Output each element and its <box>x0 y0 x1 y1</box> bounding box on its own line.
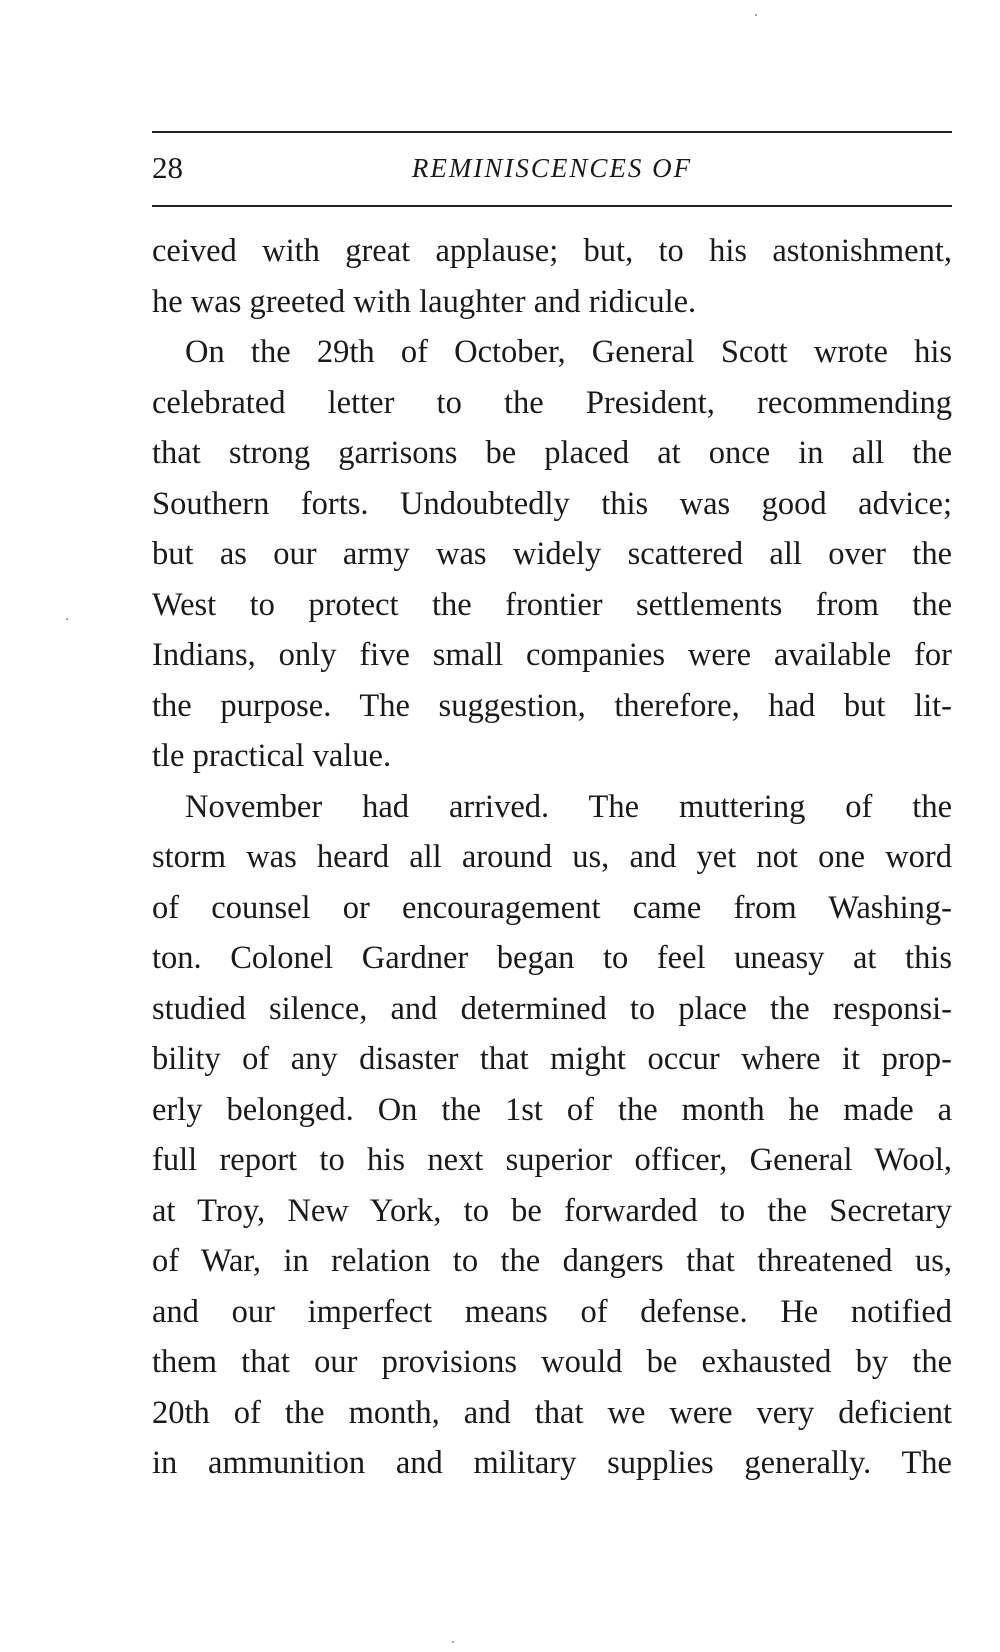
text-line: November had arrived. The muttering of the <box>185 788 952 825</box>
text-line: but as our army was widely scattered all over the <box>152 536 952 572</box>
paper-speck <box>66 618 68 620</box>
text-line: he was greeted with laughter and ridicule. <box>152 283 697 320</box>
text-line: and our imperfect means of defense. He notified <box>152 1293 952 1330</box>
text-line: ceived with great applause; but, to his astonishment, <box>152 233 952 269</box>
paper-speck <box>452 1641 454 1643</box>
text-line: full report to his next superior officer, General Wool, <box>152 1142 952 1178</box>
header-top-rule <box>152 131 952 133</box>
text-line: erly belonged. On the 1st of the month he made a <box>152 1091 952 1128</box>
text-line: Indians, only five small companies were available for <box>152 637 952 673</box>
text-line: tle practical value. <box>152 738 392 774</box>
text-line: them that our provisions would be exhausted by the <box>152 1344 952 1380</box>
text-line: at Troy, New York, to be forwarded to the Secretary <box>152 1192 952 1229</box>
text-line: Southern forts. Undoubtedly this was good advice; <box>152 485 952 522</box>
text-line: bility of any disaster that might occur where it prop- <box>152 1041 952 1077</box>
text-line: ton. Colonel Gardner began to feel uneasy at this <box>152 940 952 976</box>
text-line: On the 29th of October, General Scott wrote his <box>185 334 952 370</box>
text-line: in ammunition and military supplies generally. The <box>152 1445 952 1481</box>
text-line: celebrated letter to the President, recommending <box>152 384 952 421</box>
text-line: that strong garrisons be placed at once in all the <box>152 435 952 471</box>
running-head: REMINISCENCES OF <box>411 153 693 183</box>
text-line: the purpose. The suggestion, therefore, had but lit- <box>152 687 952 724</box>
header-bottom-rule <box>152 205 952 207</box>
text-line: of War, in relation to the dangers that threatened us, <box>152 1243 952 1279</box>
text-line: West to protect the frontier settlements from the <box>152 586 952 623</box>
text-line: storm was heard all around us, and yet not one word <box>152 839 952 875</box>
body-text <box>152 226 952 1489</box>
text-line: of counsel or encouragement came from Washing- <box>152 889 952 926</box>
text-line: studied silence, and determined to place the responsi- <box>152 990 952 1027</box>
text-line: 20th of the month, and that we were very deficient <box>152 1394 952 1431</box>
page-number: 28 <box>152 150 183 185</box>
paper-speck <box>755 14 757 16</box>
